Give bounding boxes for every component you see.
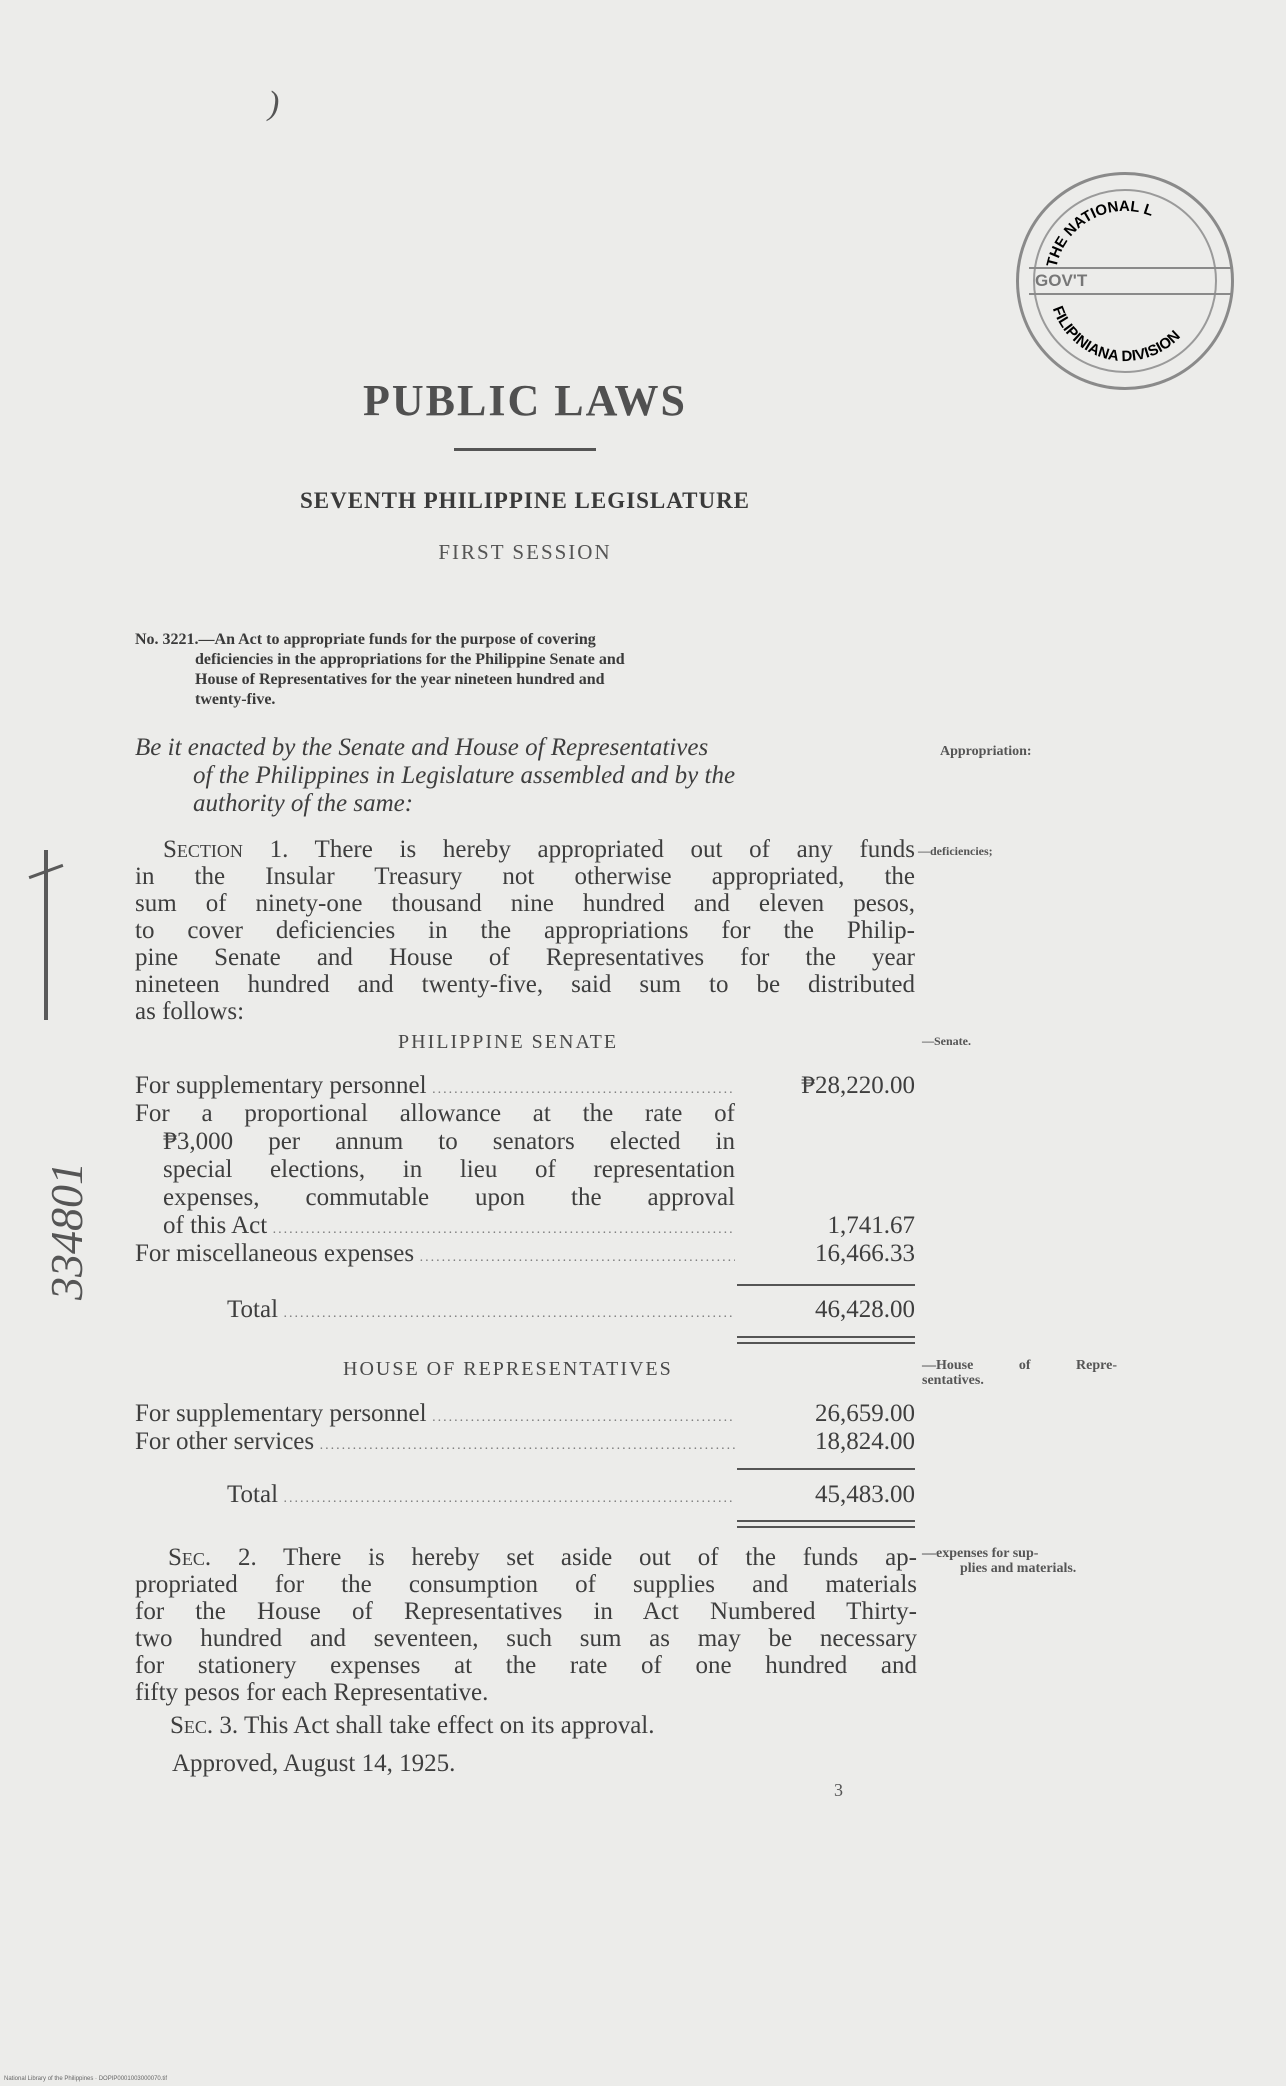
- item-label-line: ₱3,000 per annum to senators elected in: [163, 1128, 735, 1155]
- section-1-line: sum of ninety-one thousand nine hundred and eleven pesos,: [135, 890, 915, 917]
- section-2-text: 2. There is hereby set aside out of the funds ap-: [211, 1544, 917, 1571]
- item-label: For supplementary personnel .....: [135, 1072, 735, 1104]
- legislature-heading: SEVENTH PHILIPPINE LEGISLATURE: [299, 488, 751, 513]
- margin-note-house-line: —House of Repre-: [922, 1358, 1117, 1373]
- section-2-line: propriated for the consumption of supplies and materials: [135, 1571, 917, 1598]
- section-2-line: [135, 1544, 917, 1571]
- item-amount: 16,466.33: [815, 1240, 915, 1267]
- item-label-line: For a proportional allowance at the rate of: [135, 1100, 735, 1127]
- section-1: [135, 836, 915, 1025]
- title-rule: [454, 448, 596, 451]
- stamp-band: [1029, 267, 1231, 295]
- handwritten-stroke: [44, 850, 48, 1020]
- senate-total-rule: [737, 1342, 915, 1344]
- item-label: of this Act .....: [163, 1212, 735, 1244]
- senate-sum-rule: [737, 1284, 915, 1286]
- margin-note-senate: —Senate.: [922, 1034, 971, 1048]
- session-heading: FIRST SESSION: [438, 540, 612, 564]
- approval-line: [172, 1750, 952, 1777]
- library-stamp: [1016, 172, 1234, 390]
- margin-note-house-line: sentatives.: [922, 1373, 984, 1388]
- enacting-line: Be it enacted by the Senate and House of Representatives: [135, 734, 709, 761]
- item-amount: 1,741.67: [827, 1212, 915, 1239]
- item-label: For supplementary personnel .....: [135, 1400, 735, 1432]
- section-label: Section: [163, 836, 243, 863]
- house-total-rule: [737, 1526, 915, 1528]
- house-heading: HOUSE OF REPRESENTATIVES: [343, 1358, 673, 1380]
- section-label: Sec.: [168, 1544, 212, 1571]
- margin-note-expenses-line: —expenses for sup-: [922, 1546, 1039, 1561]
- act-title: [135, 630, 915, 710]
- total-amount: 45,483.00: [815, 1481, 915, 1508]
- enacting-clause: [135, 734, 915, 818]
- margin-note-expenses: [922, 1546, 1076, 1576]
- item-label-line: expenses, commutable upon the approval: [163, 1184, 735, 1211]
- section-2-line: two hundred and seventeen, such sum as may be necessary: [135, 1625, 917, 1652]
- section-2-line: fifty pesos for each Representative.: [135, 1679, 489, 1706]
- house-total-rule: [737, 1520, 915, 1522]
- item-amount: 26,659.00: [815, 1400, 915, 1427]
- page-title: PUBLIC LAWS: [363, 376, 687, 425]
- total-label: Total .....: [227, 1481, 735, 1513]
- house-sum-rule: [737, 1468, 915, 1470]
- act-title-line: House of Representatives for the year nineteen hundred and: [195, 671, 605, 688]
- margin-note-deficiencies: —deficiencies;: [918, 844, 993, 858]
- act-title-line: deficiencies in the appropriations for the Philippine Senate and: [195, 651, 625, 668]
- total-amount: 46,428.00: [815, 1296, 915, 1323]
- senate-item-allowance: [135, 1100, 735, 1212]
- section-1-line: [135, 836, 915, 863]
- handwritten-number: 334801: [41, 1162, 92, 1300]
- section-2-line: for stationery expenses at the rate of one hundred and: [135, 1652, 917, 1679]
- section-3-text: 3. This Act shall take effect on its approval.: [213, 1712, 655, 1739]
- page-number: 3: [834, 1780, 843, 1800]
- act-title-line: twenty-five.: [195, 691, 276, 708]
- enacting-line: of the Philippines in Legislature assembled and by the: [193, 762, 736, 789]
- stamp-text-bottom: FILIPINIANA DIVISION: [1048, 303, 1184, 366]
- act-title-line: No. 3221.—An Act to appropriate funds for the purpose of covering: [135, 631, 596, 648]
- section-1-line: to cover deficiencies in the appropriations for the Philip-: [135, 917, 915, 944]
- section-1-line: nineteen hundred and twenty-five, said sum to be distributed: [135, 971, 915, 998]
- section-label: Sec.: [170, 1712, 214, 1739]
- item-label-line: special elections, in lieu of representation: [163, 1156, 735, 1183]
- margin-note-house: [922, 1358, 1117, 1388]
- section-1-line: in the Insular Treasury not otherwise appropriated, the: [135, 863, 915, 890]
- margin-note-appropriation: Appropriation:: [940, 744, 1032, 759]
- section-1-line: pine Senate and House of Representatives for the year: [135, 944, 915, 971]
- section-2: [135, 1544, 917, 1706]
- item-label: For other services .....: [135, 1428, 735, 1460]
- approval-text: Approved, August 14, 1925.: [172, 1750, 456, 1777]
- total-label: Total .....: [227, 1296, 735, 1328]
- senate-total-rule: [737, 1336, 915, 1338]
- section-3: [170, 1712, 950, 1739]
- item-amount: 18,824.00: [815, 1428, 915, 1455]
- stamp-text-middle: GOV'T: [1035, 271, 1088, 290]
- item-amount: ₱28,220.00: [801, 1072, 915, 1099]
- margin-note-expenses-line: plies and materials.: [960, 1561, 1077, 1576]
- footer-caption: National Library of the Philippines · DOPIP0001003000070.tif: [4, 2076, 168, 2082]
- senate-heading: PHILIPPINE SENATE: [398, 1031, 619, 1053]
- stamp-text-top: THE NATIONAL L: [1043, 197, 1156, 269]
- handwritten-mark: ): [268, 85, 280, 122]
- section-2-line: for the House of Representatives in Act Numbered Thirty-: [135, 1598, 917, 1625]
- item-label: For miscellaneous expenses .....: [135, 1240, 735, 1272]
- enacting-line: authority of the same:: [193, 790, 414, 817]
- section-1-text: 1. There is hereby appropriated out of any funds: [242, 836, 915, 863]
- section-1-line: as follows:: [135, 998, 245, 1025]
